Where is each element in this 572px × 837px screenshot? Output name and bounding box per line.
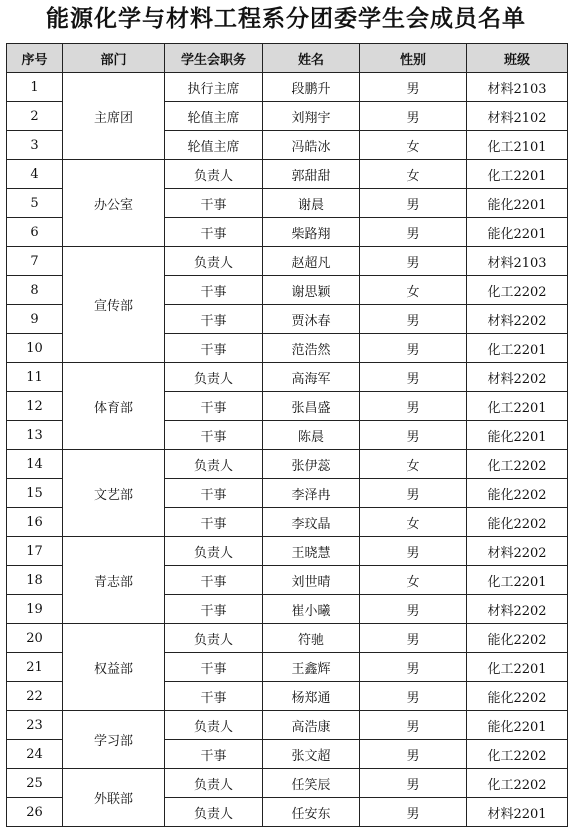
cell-name: 贾沐春 (263, 305, 360, 334)
cell-class: 能化2201 (467, 711, 568, 740)
cell-position: 干事 (165, 595, 263, 624)
cell-number: 12 (7, 392, 63, 421)
cell-number: 22 (7, 682, 63, 711)
cell-name: 冯皓冰 (263, 131, 360, 160)
cell-position: 负责人 (165, 624, 263, 653)
cell-department: 办公室 (63, 160, 165, 247)
cell-gender: 男 (360, 711, 467, 740)
cell-gender: 女 (360, 131, 467, 160)
header-row (7, 44, 568, 73)
cell-name: 范浩然 (263, 334, 360, 363)
cell-position: 轮值主席 (165, 131, 263, 160)
cell-class: 化工2202 (467, 769, 568, 798)
cell-position: 干事 (165, 276, 263, 305)
cell-department: 主席团 (63, 73, 165, 160)
cell-class: 化工2201 (467, 334, 568, 363)
cell-name: 高浩康 (263, 711, 360, 740)
cell-class: 能化2201 (467, 421, 568, 450)
cell-name: 李泽冉 (263, 479, 360, 508)
column-header-class: 班级 (467, 44, 568, 73)
cell-name: 刘翔宇 (263, 102, 360, 131)
cell-gender: 男 (360, 334, 467, 363)
cell-name: 张伊蕊 (263, 450, 360, 479)
cell-name: 陈晨 (263, 421, 360, 450)
cell-name: 符驰 (263, 624, 360, 653)
cell-number: 18 (7, 566, 63, 595)
table-row (7, 450, 568, 479)
cell-name: 赵超凡 (263, 247, 360, 276)
cell-number: 21 (7, 653, 63, 682)
cell-class: 能化2202 (467, 624, 568, 653)
cell-gender: 男 (360, 189, 467, 218)
cell-number: 17 (7, 537, 63, 566)
cell-position: 负责人 (165, 363, 263, 392)
cell-number: 9 (7, 305, 63, 334)
cell-position: 轮值主席 (165, 102, 263, 131)
cell-class: 材料2102 (467, 102, 568, 131)
table-body (7, 73, 568, 827)
cell-name: 王鑫辉 (263, 653, 360, 682)
cell-gender: 女 (360, 566, 467, 595)
table-row (7, 363, 568, 392)
cell-class: 化工2202 (467, 450, 568, 479)
table-row (7, 769, 568, 798)
document-title: 能源化学与材料工程系分团委学生会成员名单 (46, 6, 526, 32)
cell-gender: 男 (360, 624, 467, 653)
cell-name: 王晓慧 (263, 537, 360, 566)
cell-name: 郭甜甜 (263, 160, 360, 189)
cell-number: 4 (7, 160, 63, 189)
cell-position: 负责人 (165, 247, 263, 276)
cell-gender: 女 (360, 450, 467, 479)
column-header-department: 部门 (63, 44, 165, 73)
cell-position: 干事 (165, 421, 263, 450)
cell-name: 张昌盛 (263, 392, 360, 421)
cell-gender: 男 (360, 247, 467, 276)
cell-class: 能化2201 (467, 189, 568, 218)
cell-position: 负责人 (165, 711, 263, 740)
cell-position: 干事 (165, 305, 263, 334)
cell-position: 干事 (165, 682, 263, 711)
cell-gender: 男 (360, 392, 467, 421)
cell-gender: 男 (360, 421, 467, 450)
column-header-position: 学生会职务 (165, 44, 263, 73)
column-header-number: 序号 (7, 44, 63, 73)
table-row (7, 624, 568, 653)
cell-class: 材料2202 (467, 537, 568, 566)
cell-number: 20 (7, 624, 63, 653)
cell-name: 段鹏升 (263, 73, 360, 102)
cell-position: 执行主席 (165, 73, 263, 102)
cell-number: 3 (7, 131, 63, 160)
cell-class: 材料2202 (467, 305, 568, 334)
column-header-name: 姓名 (263, 44, 360, 73)
cell-class: 能化2202 (467, 479, 568, 508)
cell-position: 负责人 (165, 537, 263, 566)
cell-number: 8 (7, 276, 63, 305)
cell-class: 化工2201 (467, 392, 568, 421)
cell-number: 5 (7, 189, 63, 218)
cell-position: 干事 (165, 334, 263, 363)
table-row (7, 711, 568, 740)
cell-class: 化工2201 (467, 566, 568, 595)
cell-name: 高海军 (263, 363, 360, 392)
cell-class: 化工2201 (467, 160, 568, 189)
cell-name: 谢思颖 (263, 276, 360, 305)
cell-position: 干事 (165, 508, 263, 537)
cell-name: 谢晨 (263, 189, 360, 218)
cell-gender: 男 (360, 305, 467, 334)
cell-department: 宣传部 (63, 247, 165, 363)
cell-name: 杨郑通 (263, 682, 360, 711)
cell-gender: 女 (360, 276, 467, 305)
cell-position: 干事 (165, 392, 263, 421)
cell-number: 2 (7, 102, 63, 131)
cell-department: 学习部 (63, 711, 165, 769)
cell-position: 干事 (165, 653, 263, 682)
cell-class: 化工2101 (467, 131, 568, 160)
cell-name: 李玟晶 (263, 508, 360, 537)
cell-department: 权益部 (63, 624, 165, 711)
cell-number: 25 (7, 769, 63, 798)
cell-number: 13 (7, 421, 63, 450)
cell-class: 材料2201 (467, 798, 568, 827)
cell-name: 刘世晴 (263, 566, 360, 595)
cell-number: 10 (7, 334, 63, 363)
cell-gender: 男 (360, 479, 467, 508)
cell-class: 材料2103 (467, 73, 568, 102)
cell-number: 11 (7, 363, 63, 392)
cell-position: 负责人 (165, 798, 263, 827)
cell-number: 7 (7, 247, 63, 276)
cell-class: 化工2202 (467, 276, 568, 305)
column-header-gender: 性别 (360, 44, 467, 73)
cell-number: 24 (7, 740, 63, 769)
cell-number: 26 (7, 798, 63, 827)
cell-name: 任安东 (263, 798, 360, 827)
cell-number: 15 (7, 479, 63, 508)
cell-class: 能化2201 (467, 218, 568, 247)
cell-number: 16 (7, 508, 63, 537)
cell-department: 文艺部 (63, 450, 165, 537)
cell-gender: 男 (360, 740, 467, 769)
cell-name: 柴路翔 (263, 218, 360, 247)
cell-class: 能化2202 (467, 682, 568, 711)
member-table (6, 43, 568, 827)
cell-gender: 男 (360, 73, 467, 102)
cell-number: 1 (7, 73, 63, 102)
cell-position: 负责人 (165, 160, 263, 189)
cell-gender: 女 (360, 508, 467, 537)
cell-gender: 男 (360, 595, 467, 624)
cell-class: 材料2202 (467, 363, 568, 392)
cell-number: 19 (7, 595, 63, 624)
cell-position: 干事 (165, 566, 263, 595)
cell-position: 干事 (165, 189, 263, 218)
cell-position: 负责人 (165, 769, 263, 798)
cell-gender: 男 (360, 363, 467, 392)
cell-name: 任笑辰 (263, 769, 360, 798)
cell-number: 14 (7, 450, 63, 479)
table-row (7, 537, 568, 566)
table-row (7, 160, 568, 189)
cell-class: 化工2202 (467, 740, 568, 769)
cell-gender: 男 (360, 798, 467, 827)
cell-class: 材料2202 (467, 595, 568, 624)
cell-number: 23 (7, 711, 63, 740)
cell-gender: 男 (360, 653, 467, 682)
cell-class: 能化2202 (467, 508, 568, 537)
cell-department: 体育部 (63, 363, 165, 450)
table-header (7, 44, 568, 73)
cell-gender: 男 (360, 102, 467, 131)
cell-gender: 女 (360, 160, 467, 189)
cell-number: 6 (7, 218, 63, 247)
cell-position: 干事 (165, 740, 263, 769)
cell-gender: 男 (360, 537, 467, 566)
cell-gender: 男 (360, 682, 467, 711)
cell-name: 张文超 (263, 740, 360, 769)
table-row (7, 247, 568, 276)
cell-position: 干事 (165, 218, 263, 247)
table-row (7, 73, 568, 102)
cell-gender: 男 (360, 769, 467, 798)
cell-department: 外联部 (63, 769, 165, 827)
cell-position: 负责人 (165, 450, 263, 479)
cell-position: 干事 (165, 479, 263, 508)
cell-department: 青志部 (63, 537, 165, 624)
cell-class: 化工2201 (467, 653, 568, 682)
cell-class: 材料2103 (467, 247, 568, 276)
cell-name: 崔小曦 (263, 595, 360, 624)
cell-gender: 男 (360, 218, 467, 247)
